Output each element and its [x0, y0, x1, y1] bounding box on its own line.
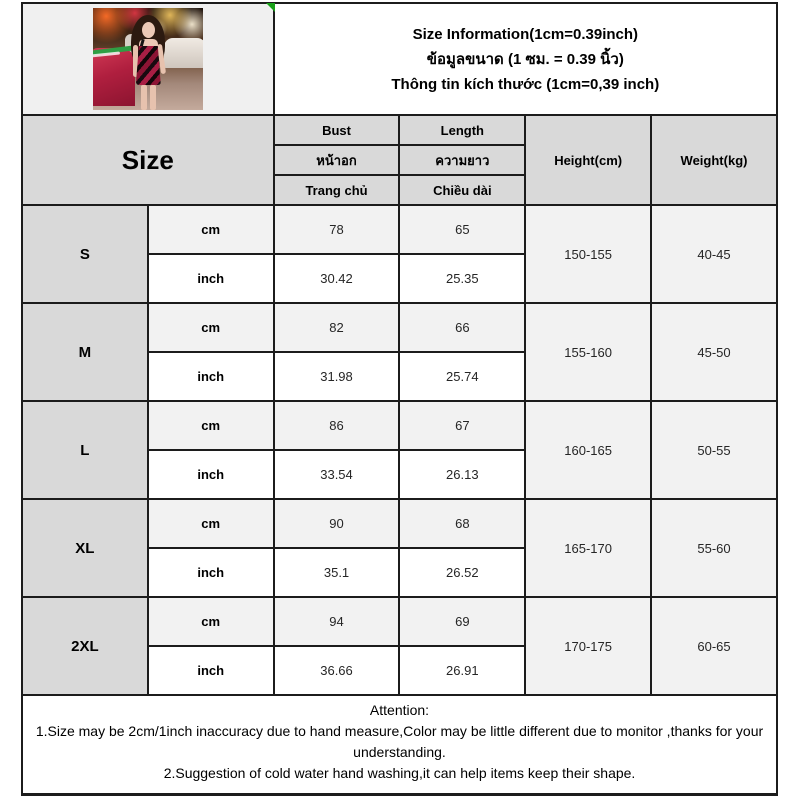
height-range-2xl: 170-175 [525, 597, 651, 695]
attention-note-1: 1.Size may be 2cm/1inch inaccuracy due to hand measure,Color may be little different due to monitor ,thanks for your understanding. [35, 723, 764, 760]
length-cm-l: 67 [399, 401, 525, 450]
bust-cm-xl: 90 [274, 499, 400, 548]
unit-cm-xl: cm [148, 499, 274, 548]
bust-cm-m: 82 [274, 303, 400, 352]
length-inch-m: 25.74 [399, 352, 525, 401]
header-bust-en: Bust [274, 115, 400, 145]
height-range-xl: 165-170 [525, 499, 651, 597]
weight-range-2xl: 60-65 [651, 597, 777, 695]
unit-inch-m: inch [148, 352, 274, 401]
title-line-en: Size Information(1cm=0.39inch) [412, 25, 639, 43]
bust-inch-l: 33.54 [274, 450, 400, 499]
green-corner-marker-icon [266, 3, 275, 12]
header-size: Size [22, 115, 274, 205]
weight-range-xl: 55-60 [651, 499, 777, 597]
photo-model-dress [136, 46, 161, 85]
unit-inch-xl: inch [148, 548, 274, 597]
bust-inch-s: 30.42 [274, 254, 400, 303]
height-range-m: 155-160 [525, 303, 651, 401]
unit-inch-2xl: inch [148, 646, 274, 695]
height-range-l: 160-165 [525, 401, 651, 499]
header-length-vi: Chiều dài [399, 175, 525, 205]
bust-inch-m: 31.98 [274, 352, 400, 401]
attention-block [23, 696, 776, 784]
title-line-th: ข้อมูลขนาด (1 ซม. = 0.39 นิ้ว) [426, 50, 624, 68]
size-table [21, 2, 778, 796]
header-length-en: Length [399, 115, 525, 145]
unit-cm-l: cm [148, 401, 274, 450]
size-label-s: S [22, 205, 148, 303]
photo-model-leg-right [150, 85, 156, 110]
bust-cm-s: 78 [274, 205, 400, 254]
title-line-vi: Thông tin kích thước (1cm=0,39 inch) [391, 75, 660, 93]
unit-cm-s: cm [148, 205, 274, 254]
attention-note-2: 2.Suggestion of cold water hand washing,it can help items keep their shape. [163, 765, 636, 781]
attention-title: Attention: [369, 702, 430, 718]
size-label-l: L [22, 401, 148, 499]
photo-model-leg-left [141, 85, 147, 110]
header-weight: Weight(kg) [651, 115, 777, 205]
header-height: Height(cm) [525, 115, 651, 205]
photo-cell [22, 3, 274, 115]
length-inch-xl: 26.52 [399, 548, 525, 597]
unit-inch-s: inch [148, 254, 274, 303]
header-length-th: ความยาว [399, 145, 525, 175]
size-label-2xl: 2XL [22, 597, 148, 695]
weight-range-m: 45-50 [651, 303, 777, 401]
photo-red-taxi [93, 48, 135, 106]
bust-cm-2xl: 94 [274, 597, 400, 646]
length-cm-xl: 68 [399, 499, 525, 548]
photo-model-face [142, 22, 155, 38]
unit-inch-l: inch [148, 450, 274, 499]
length-inch-s: 25.35 [399, 254, 525, 303]
length-inch-2xl: 26.91 [399, 646, 525, 695]
unit-cm-m: cm [148, 303, 274, 352]
header-bust-th: หน้าอก [274, 145, 400, 175]
bust-inch-2xl: 36.66 [274, 646, 400, 695]
length-cm-2xl: 69 [399, 597, 525, 646]
size-label-xl: XL [22, 499, 148, 597]
length-cm-s: 65 [399, 205, 525, 254]
height-range-s: 150-155 [525, 205, 651, 303]
attention-cell [22, 695, 777, 795]
product-photo [93, 8, 203, 110]
photo-white-car-right [164, 38, 203, 68]
title-cell [274, 3, 777, 115]
length-inch-l: 26.13 [399, 450, 525, 499]
unit-cm-2xl: cm [148, 597, 274, 646]
weight-range-l: 50-55 [651, 401, 777, 499]
bust-inch-xl: 35.1 [274, 548, 400, 597]
header-bust-vi: Trang chủ [274, 175, 400, 205]
weight-range-s: 40-45 [651, 205, 777, 303]
bust-cm-l: 86 [274, 401, 400, 450]
length-cm-m: 66 [399, 303, 525, 352]
size-label-m: M [22, 303, 148, 401]
